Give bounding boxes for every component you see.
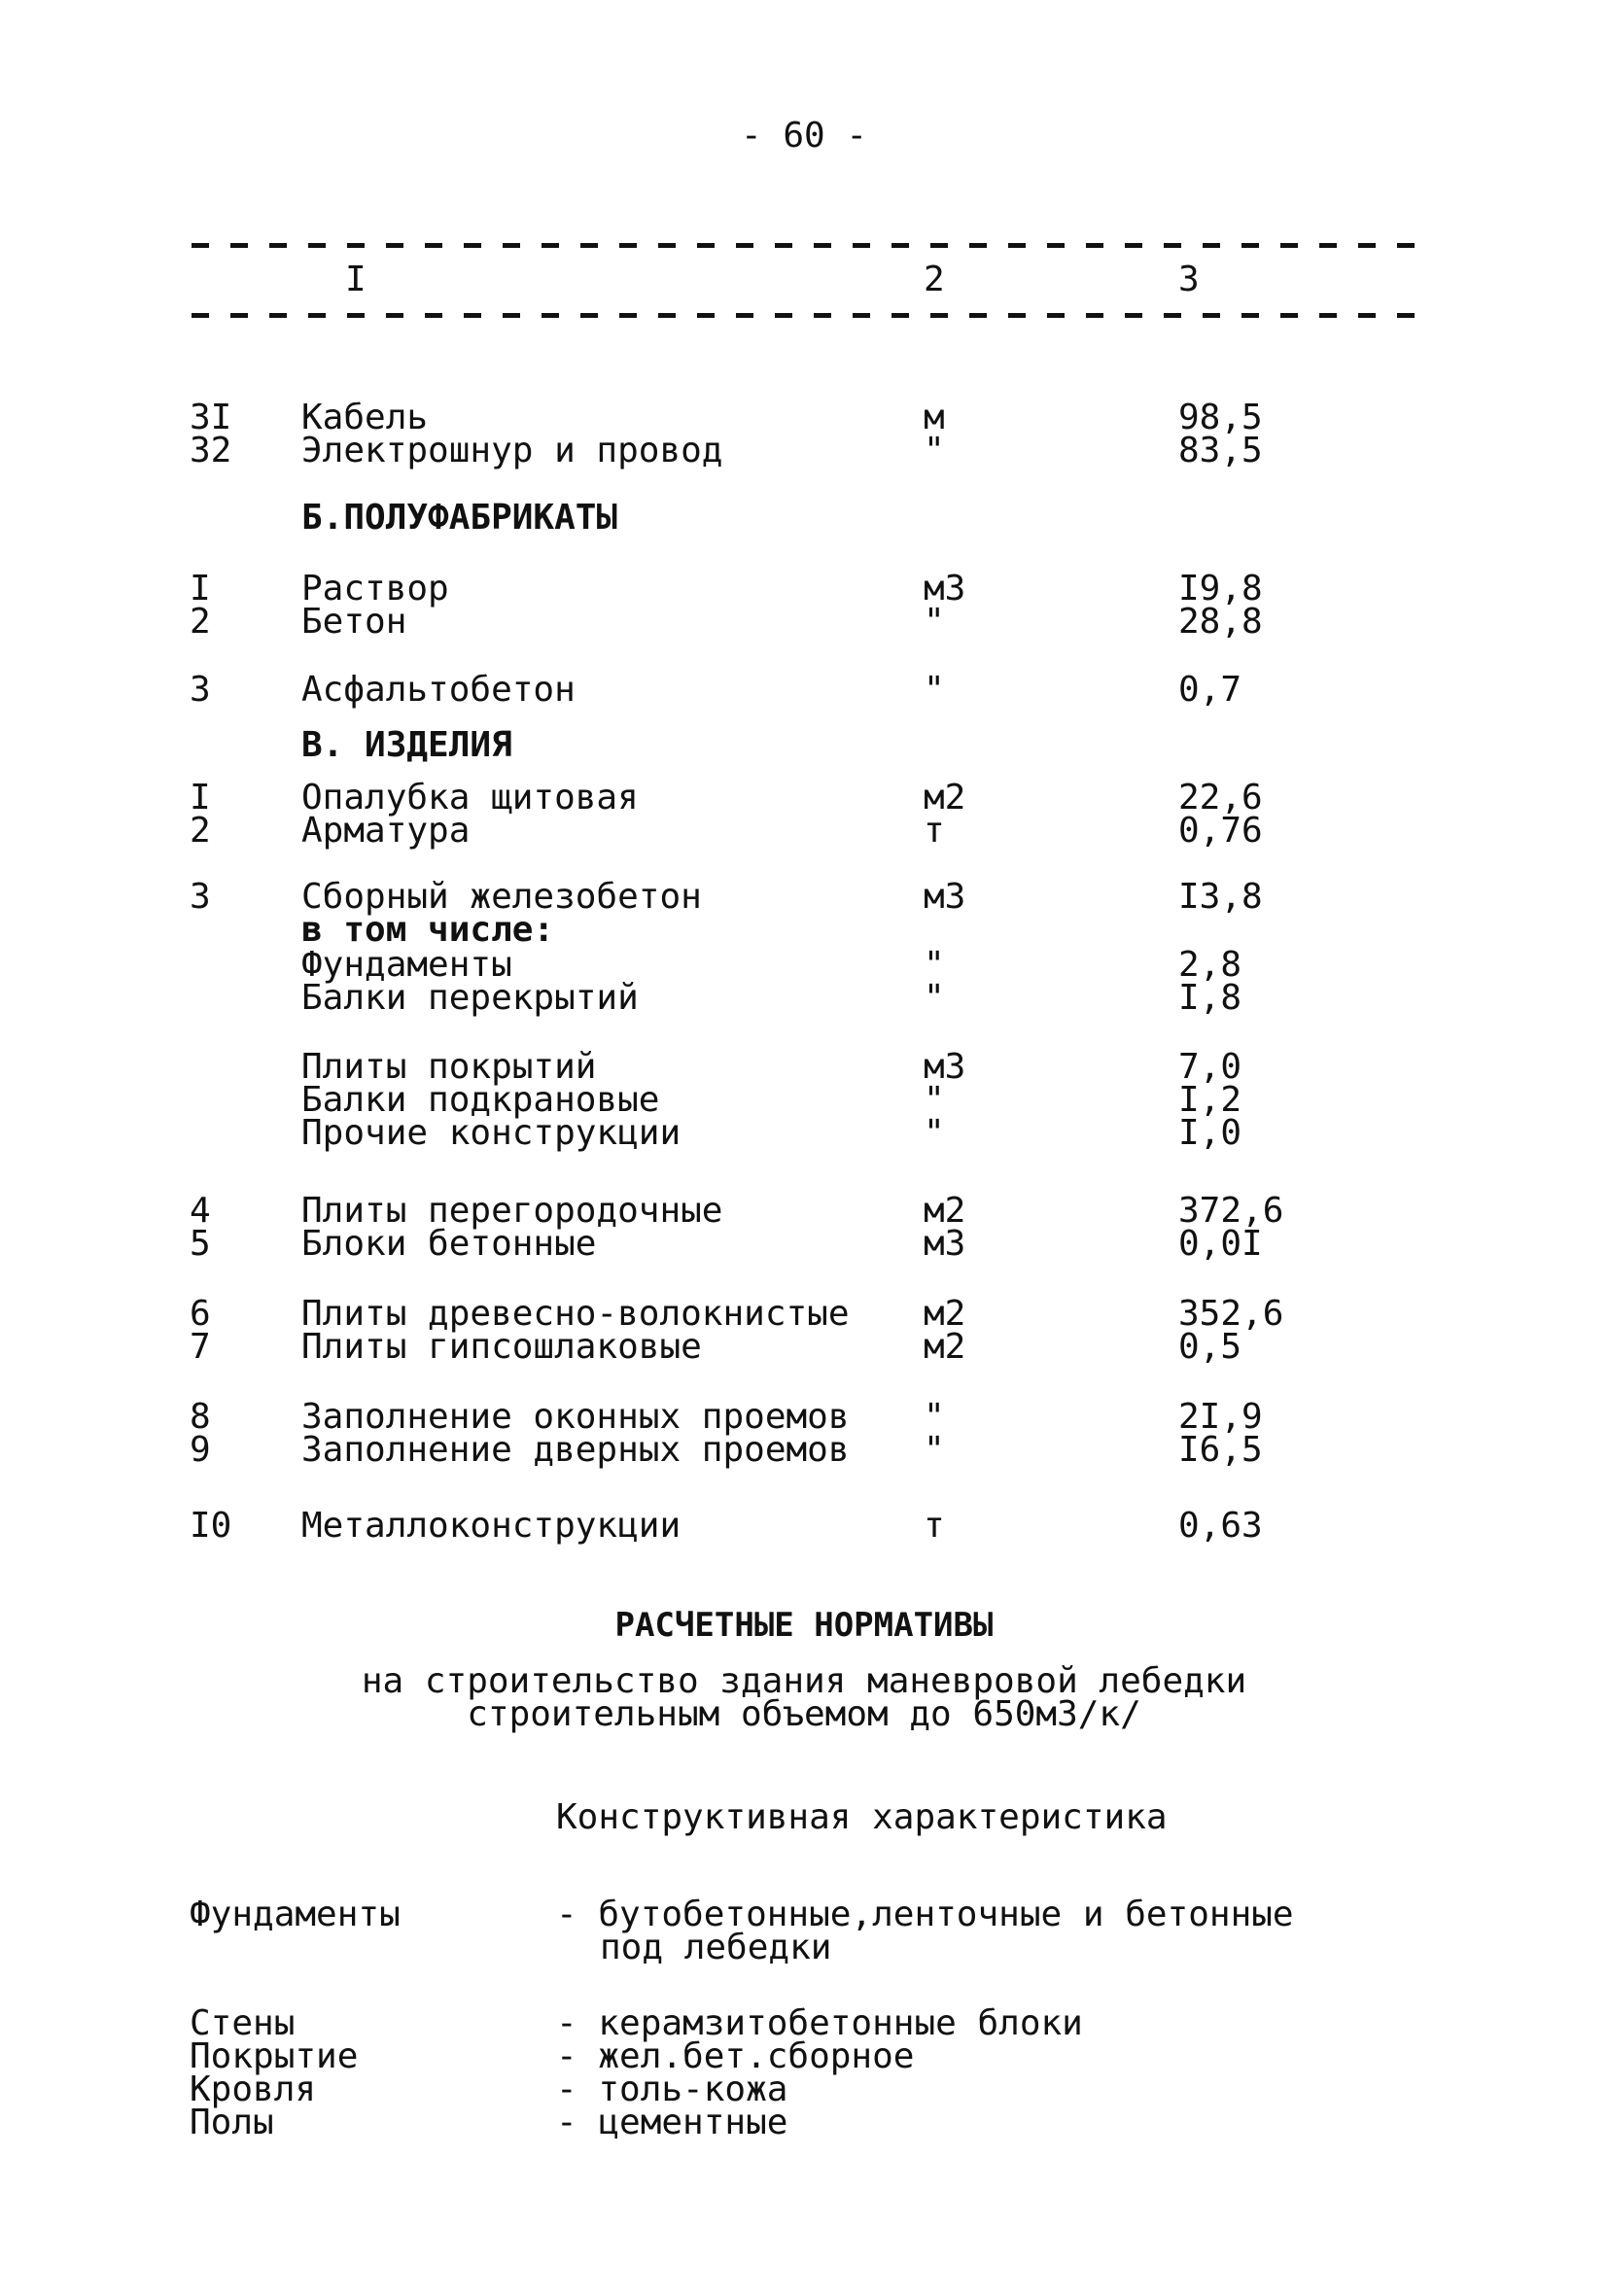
row-value: I6,5	[1178, 1430, 1263, 1470]
row-value: 0,0I	[1178, 1224, 1263, 1264]
row-name: Балки перекрытий	[301, 978, 639, 1018]
row-number: 2	[190, 811, 211, 851]
row-unit: м3	[924, 1224, 966, 1264]
row-unit: м3	[924, 569, 966, 609]
section-subtitle-1: на строительство здания маневровой лебедки	[361, 1661, 1247, 1701]
row-unit: м2	[924, 778, 966, 818]
row-value: 28,8	[1178, 602, 1263, 642]
row-number: 32	[190, 431, 232, 470]
row-number: 2	[190, 602, 211, 642]
row-number: 9	[190, 1430, 211, 1470]
row-name: Сборный железобетон	[301, 877, 702, 917]
row-name: Заполнение оконных проемов	[301, 1397, 850, 1437]
row-unit: м2	[924, 1327, 966, 1367]
row-unit: "	[924, 1080, 945, 1120]
row-name: Опалубка щитовая	[301, 778, 639, 818]
row-value: 372,6	[1178, 1191, 1284, 1231]
row-value: 7,0	[1178, 1047, 1242, 1087]
row-value: I3,8	[1178, 877, 1263, 917]
characteristic-value: - бутобетонные,ленточные и бетонные	[556, 1895, 1294, 1934]
section-subtitle-2: строительным объемом до 650м3/к/	[467, 1694, 1141, 1734]
row-value: 0,76	[1178, 811, 1263, 851]
characteristic-value: - цементные	[556, 2103, 788, 2142]
row-number: 5	[190, 1224, 211, 1264]
row-unit: т	[924, 1506, 945, 1546]
row-name: Асфальтобетон	[301, 670, 576, 710]
row-name: Раствор	[301, 569, 449, 609]
row-name: Плиты перегородочные	[301, 1191, 723, 1231]
row-name: Заполнение дверных проемов	[301, 1430, 850, 1470]
row-value: 0,5	[1178, 1327, 1242, 1367]
row-unit: м3	[924, 877, 966, 917]
row-value: 352,6	[1178, 1294, 1284, 1334]
row-value: I,0	[1178, 1113, 1242, 1153]
row-value: 22,6	[1178, 778, 1263, 818]
section-title: РАСЧЕТНЫЕ НОРМАТИВЫ	[614, 1606, 994, 1645]
row-value: I,8	[1178, 978, 1242, 1018]
characteristic-value: - керамзитобетонные блоки	[556, 2003, 1083, 2043]
row-name: в том числе:	[301, 910, 555, 950]
row-number: 3	[190, 877, 211, 917]
row-number: I0	[190, 1506, 232, 1546]
row-unit: м2	[924, 1191, 966, 1231]
row-name: Балки подкрановые	[301, 1080, 660, 1120]
characteristic-value: - толь-кожа	[556, 2070, 788, 2109]
row-number: 3I	[190, 398, 232, 437]
row-number: 4	[190, 1191, 211, 1231]
row-number: 6	[190, 1294, 211, 1334]
row-unit: "	[924, 1397, 945, 1437]
row-unit: т	[924, 811, 945, 851]
characteristic-title: Конструктивная характеристика	[556, 1797, 1168, 1837]
header-col-1: I	[345, 260, 367, 299]
table-header-rule	[192, 313, 1421, 318]
row-value: 83,5	[1178, 431, 1263, 470]
row-unit: "	[924, 945, 945, 985]
row-name: Плиты покрытий	[301, 1047, 597, 1087]
header-col-3: 3	[1178, 260, 1200, 299]
characteristic-label: Покрытие	[190, 2036, 359, 2076]
characteristic-value: под лебедки	[600, 1928, 832, 1967]
row-unit: "	[924, 978, 945, 1018]
row-name: Электрошнур и провод	[301, 431, 723, 470]
page-number: - 60 -	[740, 116, 868, 156]
row-value: 98,5	[1178, 398, 1263, 437]
row-unit: "	[924, 431, 945, 470]
row-name: В. ИЗДЕЛИЯ	[301, 725, 512, 765]
row-value: 0,7	[1178, 670, 1242, 710]
header-col-2: 2	[924, 260, 945, 299]
row-name: Бетон	[301, 602, 407, 642]
row-name: Плиты гипсошлаковые	[301, 1327, 702, 1367]
row-value: I,2	[1178, 1080, 1242, 1120]
row-name: Плиты древесно-волокнистые	[301, 1294, 850, 1334]
row-unit: "	[924, 1430, 945, 1470]
row-name: Арматура	[301, 811, 471, 851]
row-name: Блоки бетонные	[301, 1224, 597, 1264]
row-value: 2,8	[1178, 945, 1242, 985]
row-unit: "	[924, 602, 945, 642]
row-value: 0,63	[1178, 1506, 1263, 1546]
row-unit: "	[924, 670, 945, 710]
row-name: Металлоконструкции	[301, 1506, 682, 1546]
row-number: I	[190, 778, 211, 818]
characteristic-label: Фундаменты	[190, 1895, 401, 1934]
row-name: Фундаменты	[301, 945, 512, 985]
row-number: 8	[190, 1397, 211, 1437]
row-value: I9,8	[1178, 569, 1263, 609]
row-unit: м3	[924, 1047, 966, 1087]
row-number: I	[190, 569, 211, 609]
characteristic-label: Кровля	[190, 2070, 317, 2109]
characteristic-label: Стены	[190, 2003, 296, 2043]
characteristic-value: - жел.бет.сборное	[556, 2036, 915, 2076]
row-unit: "	[924, 1113, 945, 1153]
row-value: 2I,9	[1178, 1397, 1263, 1437]
row-number: 3	[190, 670, 211, 710]
row-name: Кабель	[301, 398, 429, 437]
table-top-rule	[192, 243, 1421, 248]
row-name: Б.ПОЛУФАБРИКАТЫ	[301, 498, 618, 538]
characteristic-label: Полы	[190, 2103, 274, 2142]
row-name: Прочие конструкции	[301, 1113, 682, 1153]
row-unit: м2	[924, 1294, 966, 1334]
row-number: 7	[190, 1327, 211, 1367]
row-unit: м	[924, 398, 945, 437]
